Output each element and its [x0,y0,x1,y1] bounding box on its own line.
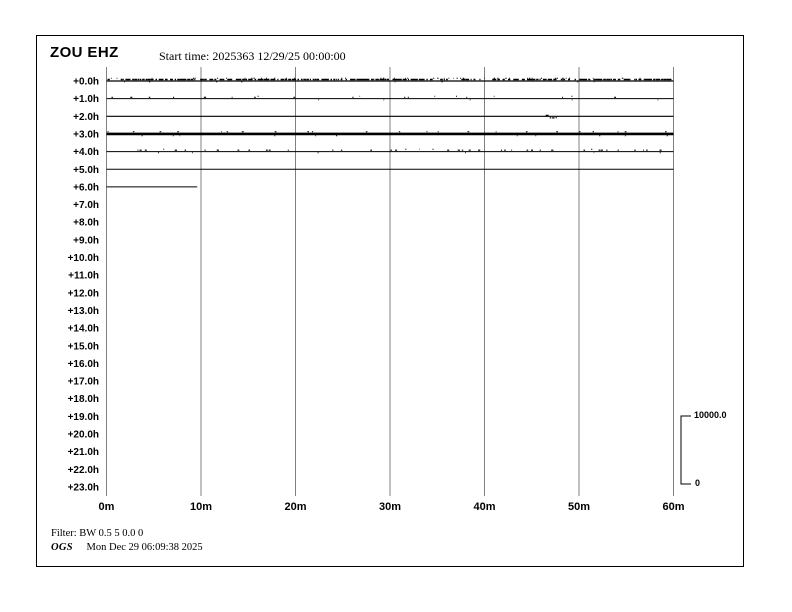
hour-label: +10.0h [67,253,99,264]
hour-label: +2.0h [73,111,99,123]
scale-max-label: 10000.0 [694,410,727,420]
x-tick-label-0m: 0m [98,501,115,513]
render-timestamp: Mon Dec 29 06:09:38 2025 [86,542,203,553]
start-time-label: Start time: 2025363 12/29/25 00:00:00 [159,49,346,63]
hour-label: +1.0h [73,94,99,106]
hour-label: +16.0h [67,358,99,370]
hour-label: +13.0h [67,305,99,317]
x-tick-label-60m: 60m [662,501,685,513]
scale-min-label: 0 [695,478,701,488]
hour-label: +17.0h [67,376,99,388]
x-tick-label-50m: 50m [567,501,591,513]
hour-label: +0.0h [73,76,99,88]
hour-label: +14.0h [67,323,99,335]
hour-label: +8.0h [73,217,99,229]
hour-label: +18.0h [67,394,99,406]
hour-label: +23.0h [67,482,99,494]
hour-label: +6.0h [73,182,99,194]
footer-credit [51,542,203,553]
hour-label: +9.0h [73,235,99,247]
hour-label: +20.0h [67,429,99,441]
hour-label: +22.0h [67,464,99,476]
hour-label: +19.0h [67,411,99,423]
hour-label: +5.0h [73,164,99,176]
hour-label: +3.0h [73,129,99,141]
hour-label: +12.0h [67,288,99,300]
hour-label: +11.0h [68,270,99,282]
amplitude-scale-bracket [681,416,691,484]
hour-label: +15.0h [67,341,99,353]
hour-label: +21.0h [67,447,99,459]
x-tick-label-40m: 40m [473,501,496,513]
hour-label: +7.0h [73,200,99,212]
x-tick-label-30m: 30m [378,501,402,513]
filter-label: Filter: BW 0.5 5 0.0 0 [51,528,144,539]
station-title: ZOU EHZ [50,44,119,61]
x-tick-label-20m: 20m [284,501,307,513]
plot-frame [36,35,744,567]
org-label: OGS [51,542,73,553]
hour-label: +4.0h [73,147,99,159]
helicorder-plot [37,36,743,566]
x-tick-label-10m: 10m [189,501,213,513]
